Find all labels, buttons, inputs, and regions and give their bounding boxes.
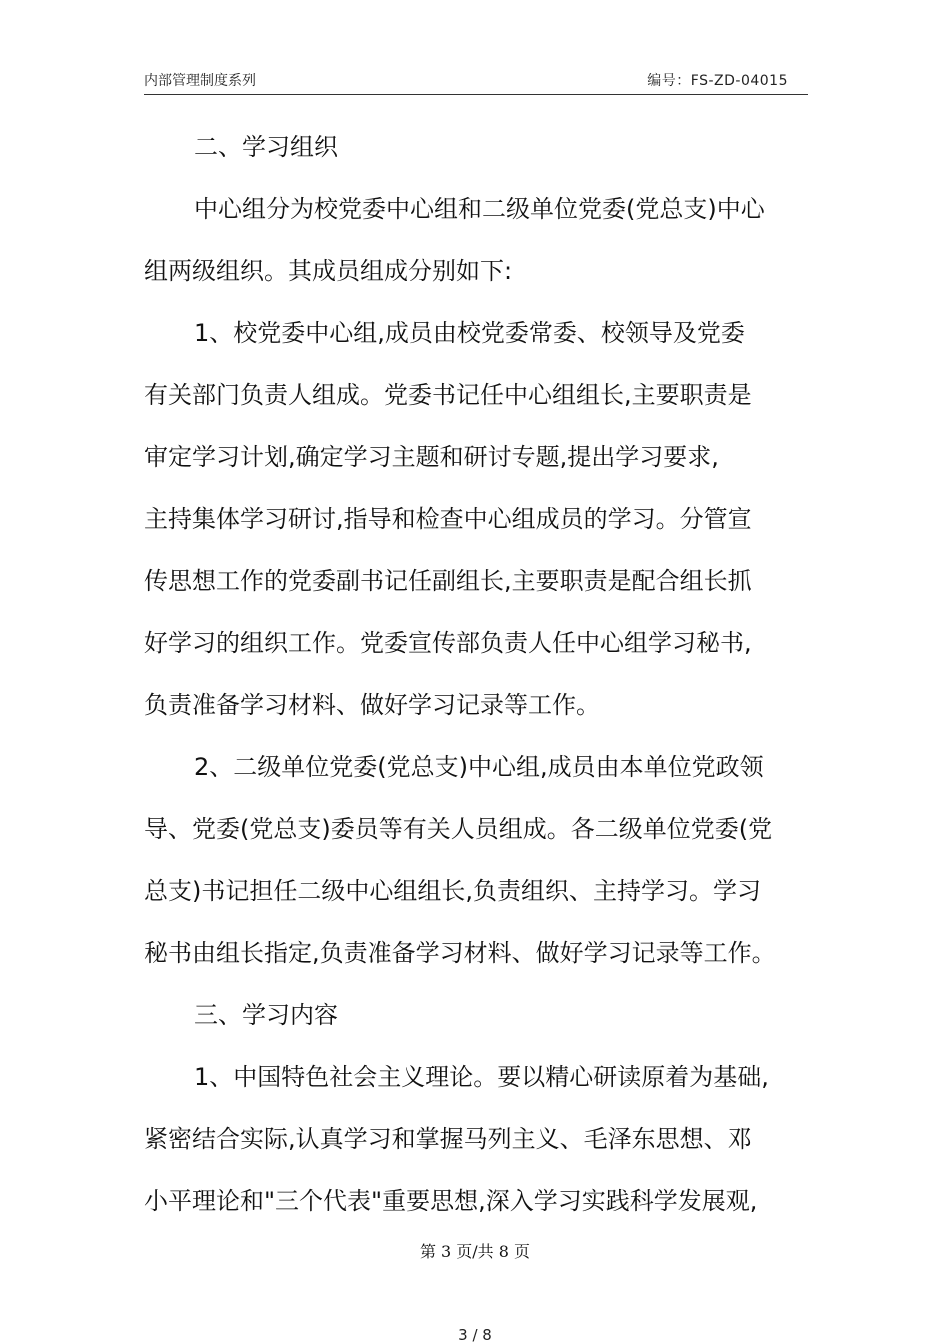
document-number: 编号：FS-ZD-04015	[647, 73, 788, 89]
page-footer: 第 3 页/共 8 页	[419, 1242, 531, 1261]
section-heading: 三、学习内容	[194, 1001, 338, 1029]
paragraph-line: 1、校党委中心组,成员由校党委常委、校领导及党委	[194, 319, 745, 347]
section-heading: 二、学习组织	[194, 133, 338, 161]
page-counter: 3 / 8	[458, 1326, 492, 1344]
document-body	[144, 116, 824, 1232]
paragraph-line: 紧密结合实际,认真学习和掌握马列主义、毛泽东思想、邓	[144, 1125, 752, 1153]
paragraph-line: 小平理论和"三个代表"重要思想,深入学习实践科学发展观,	[144, 1187, 758, 1215]
paragraph-line: 审定学习计划,确定学习主题和研讨专题,提出学习要求,	[144, 443, 719, 471]
paragraph-line: 负责准备学习材料、做好学习记录等工作。	[144, 691, 600, 719]
paragraph-line: 1、中国特色社会主义理论。要以精心研读原着为基础,	[194, 1063, 769, 1091]
page-header	[144, 68, 808, 95]
paragraph-line: 主持集体学习研讨,指导和检查中心组成员的学习。分管宣	[144, 505, 752, 533]
paragraph-line: 传思想工作的党委副书记任副组长,主要职责是配合组长抓	[144, 567, 752, 595]
series-title: 内部管理制度系列	[144, 73, 256, 89]
paragraph-line: 中心组分为校党委中心组和二级单位党委(党总支)中心	[194, 195, 765, 223]
paragraph-line: 秘书由组长指定,负责准备学习材料、做好学习记录等工作。	[144, 939, 776, 967]
paragraph-line: 有关部门负责人组成。党委书记任中心组组长,主要职责是	[144, 381, 752, 409]
paragraph-line: 好学习的组织工作。党委宣传部负责人任中心组学习秘书,	[144, 629, 752, 657]
paragraph-line: 组两级组织。其成员组成分别如下:	[144, 257, 513, 285]
paragraph-line: 2、二级单位党委(党总支)中心组,成员由本单位党政领	[194, 753, 764, 781]
paragraph-line: 导、党委(党总支)委员等有关人员组成。各二级单位党委(党	[144, 815, 773, 843]
paragraph-line: 总支)书记担任二级中心组组长,负责组织、主持学习。学习	[144, 877, 761, 905]
